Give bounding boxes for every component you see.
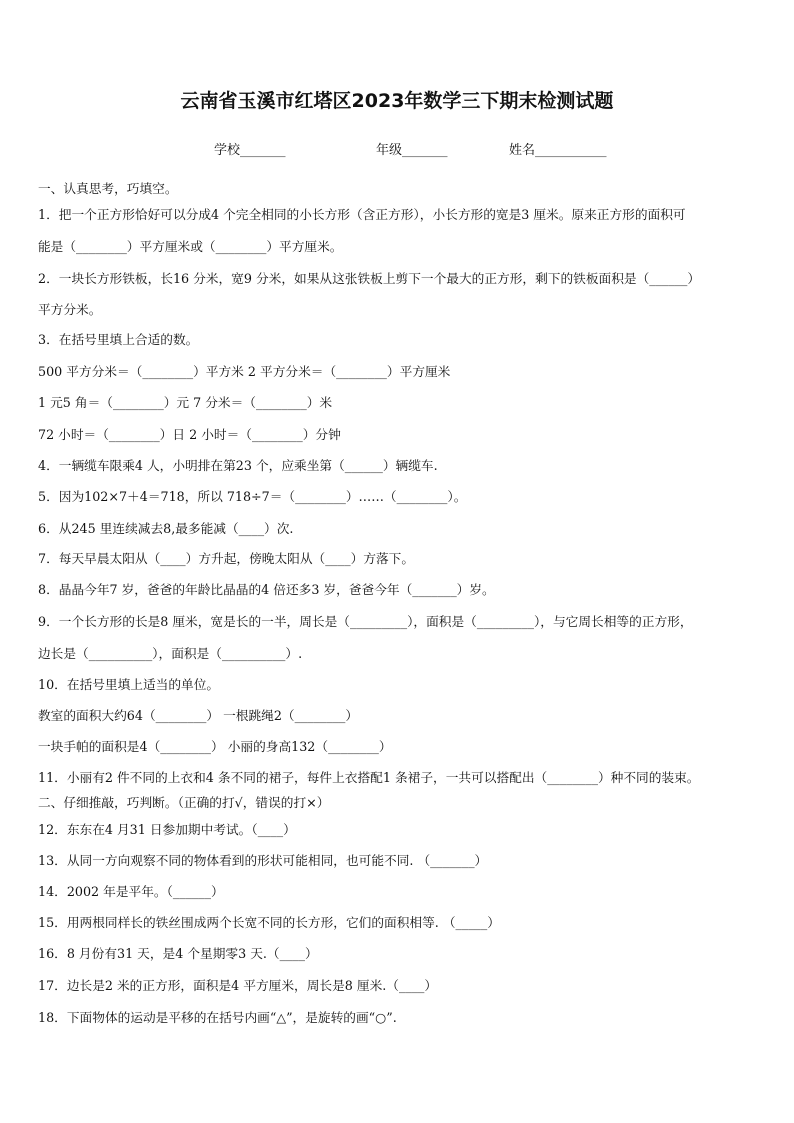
- name-field: 姓名___________: [509, 143, 607, 158]
- question-line: 5．因为102×7＋4＝718，所以 718÷7＝（________）……（________）。: [38, 489, 467, 504]
- question-line: 10．在括号里填上适当的单位。: [38, 677, 220, 692]
- question-line: 8．晶晶今年7 岁，爸爸的年龄比晶晶的4 倍还多3 岁，爸爸今年（_______）岁。: [38, 582, 495, 597]
- question-line: 1 元5 角＝（________）元 7 分米＝（________）米: [38, 395, 333, 410]
- question-line: 11．小丽有2 件不同的上衣和4 条不同的裙子，每件上衣搭配1 条裙子，一共可以搭配出（________）种不同的装束。: [38, 770, 700, 785]
- question-line: 平方分米。: [38, 302, 102, 317]
- question-line: 500 平方分米＝（________）平方米 2 平方分米＝（________）平方厘米: [38, 364, 451, 379]
- question-line: 7．每天早晨太阳从（____）方升起，傍晚太阳从（____）方落下。: [38, 551, 415, 566]
- question-line: 15．用两根同样长的铁丝围成两个长宽不同的长方形，它们的面积相等. （_____）: [38, 915, 500, 930]
- question-line: 12．东东在4 月31 日参加期中考试。（____）: [38, 822, 296, 837]
- question-line: 9．一个长方形的长是8 厘米，宽是长的一半，周长是（_________），面积是（_________），与它周长相等的正方形，: [38, 614, 693, 629]
- question-line: 边长是（__________），面积是（__________）.: [38, 646, 303, 661]
- question-line: 教室的面积大约64（________） 一根跳绳2（________）: [38, 708, 359, 723]
- question-line: 2．一块长方形铁板，长16 分米，宽9 分米，如果从这张铁板上剪下一个最大的正方形，剩下的铁板面积是（______）: [38, 271, 701, 286]
- section-heading-true-false: 二、仔细推敲，巧判断。（正确的打√，错误的打×）: [38, 795, 330, 810]
- school-field: 学校_______: [214, 143, 286, 158]
- question-line: 72 小时＝（________）日 2 小时＝（________）分钟: [38, 427, 341, 442]
- question-line: 能是（________）平方厘米或（________）平方厘米。: [38, 239, 343, 254]
- question-line: 14．2002 年是平年。（______）: [38, 884, 224, 899]
- question-line: 6．从245 里连续减去8,最多能减（____）次.: [38, 521, 294, 536]
- question-line: 18．下面物体的运动是平移的在括号内画“△”，是旋转的画“○”.: [38, 1010, 397, 1025]
- question-line: 1．把一个正方形恰好可以分成4 个完全相同的小长方形（含正方形），小长方形的宽是3 厘米。原来正方形的面积可: [38, 207, 686, 222]
- question-line: 3．在括号里填上合适的数。: [38, 332, 199, 347]
- question-line: 一块手帕的面积是4（________） 小丽的身高132（________）: [38, 739, 392, 754]
- question-line: 13．从同一方向观察不同的物体看到的形状可能相同，也可能不同. （_______）: [38, 853, 488, 868]
- page-title: 云南省玉溪市红塔区2023年数学三下期末检测试题: [180, 90, 614, 112]
- grade-field: 年级_______: [376, 143, 448, 158]
- section-heading-fill-blanks: 一、认真思考，巧填空。: [38, 181, 178, 196]
- question-line: 17．边长是2 米的正方形，面积是4 平方厘米，周长是8 厘米.（____）: [38, 978, 438, 993]
- question-line: 4．一辆缆车限乘4 人，小明排在第23 个，应乘坐第（______）辆缆车.: [38, 458, 438, 473]
- question-line: 16．8 月份有31 天，是4 个星期零3 天.（____）: [38, 946, 318, 961]
